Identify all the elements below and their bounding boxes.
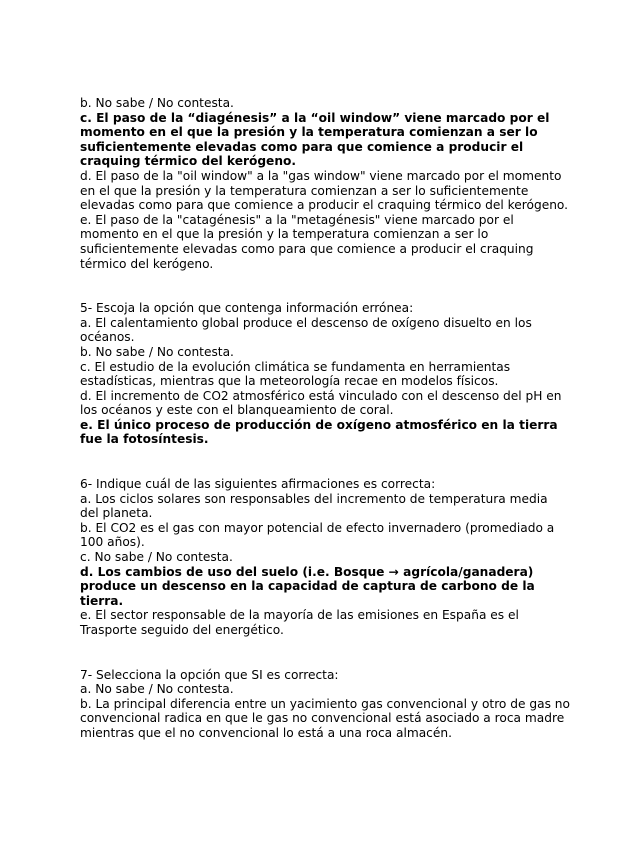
question-block-6 [80,477,570,638]
question-7-title: 7- Selecciona la opción que SI es correcta: [80,667,339,682]
question-block-5 [80,301,570,447]
question-block-prev [80,96,570,271]
question-6-title: 6- Indique cuál de las siguientes afirmaciones es correcta: [80,477,436,492]
option-b: b. La principal diferencia entre un yacimiento gas convencional y otro de gas no convencional radica en que le gas no convencional está asociado a roca madre mientras que el no convencional lo está a una roca almacén. [80,696,570,740]
option-b: b. No sabe / No contesta. [80,344,234,359]
option-d: d. El paso de la "oil window" a la "gas window" viene marcado por el momento en el que la presión y la temperatura comienzan a ser lo suficientemente elevadas como para que comience a producir el craquing térmico del kerógeno. [80,168,569,213]
option-e: e. El sector responsable de la mayoría de las emisiones en España es el Trasporte seguido del energético. [80,608,519,637]
option-a: a. No sabe / No contesta. [80,682,234,697]
option-d: d. El incremento de CO2 atmosférico está vinculado con el descenso del pH en los océanos y este con el blanqueamiento de coral. [80,388,562,418]
option-d-correct: d. Los cambios de uso del suelo (i.e. Bosque → agrícola/ganadera) produce un descenso en la capacidad de captura de carbono de la tierra. [80,564,535,608]
option-e-correct: e. El único proceso de producción de oxígeno atmosférico en la tierra fue la fotosíntesis. [80,417,558,447]
option-a: a. El calentamiento global produce el descenso de oxígeno disuelto en los océanos. [80,315,532,345]
option-e: e. El paso de la "catagénesis" a la "metagénesis" viene marcado por el momento en el que la presión y la temperatura comienzan a ser lo suficientemente elevadas como para que comience a producir el craquing térmico del kerógeno. [80,212,534,271]
spacer [80,271,570,301]
option-a: a. Los ciclos solares son responsables del incremento de temperatura media del planeta. [80,491,548,521]
option-c-correct: c. El paso de la “diagénesis” a la “oil window” viene marcado por el momento en el que la presión y la temperatura comienzan a ser lo suficientemente elevadas como para que comience a producir el craquing térmico del kerógeno. [80,110,550,169]
option-c: c. El estudio de la evolución climática se fundamenta en herramientas estadísticas, mientras que la meteorología recae en modelos físicos. [80,359,511,389]
option-c: c. No sabe / No contesta. [80,550,233,565]
question-5-title: 5- Escoja la opción que contenga información errónea: [80,301,414,316]
question-block-7 [80,668,570,741]
spacer [80,447,570,477]
option-b: b. No sabe / No contesta. [80,96,234,110]
spacer [80,638,570,668]
option-b: b. El CO2 es el gas con mayor potencial de efecto invernadero (promediado a 100 años). [80,520,555,550]
document-page [80,96,570,741]
